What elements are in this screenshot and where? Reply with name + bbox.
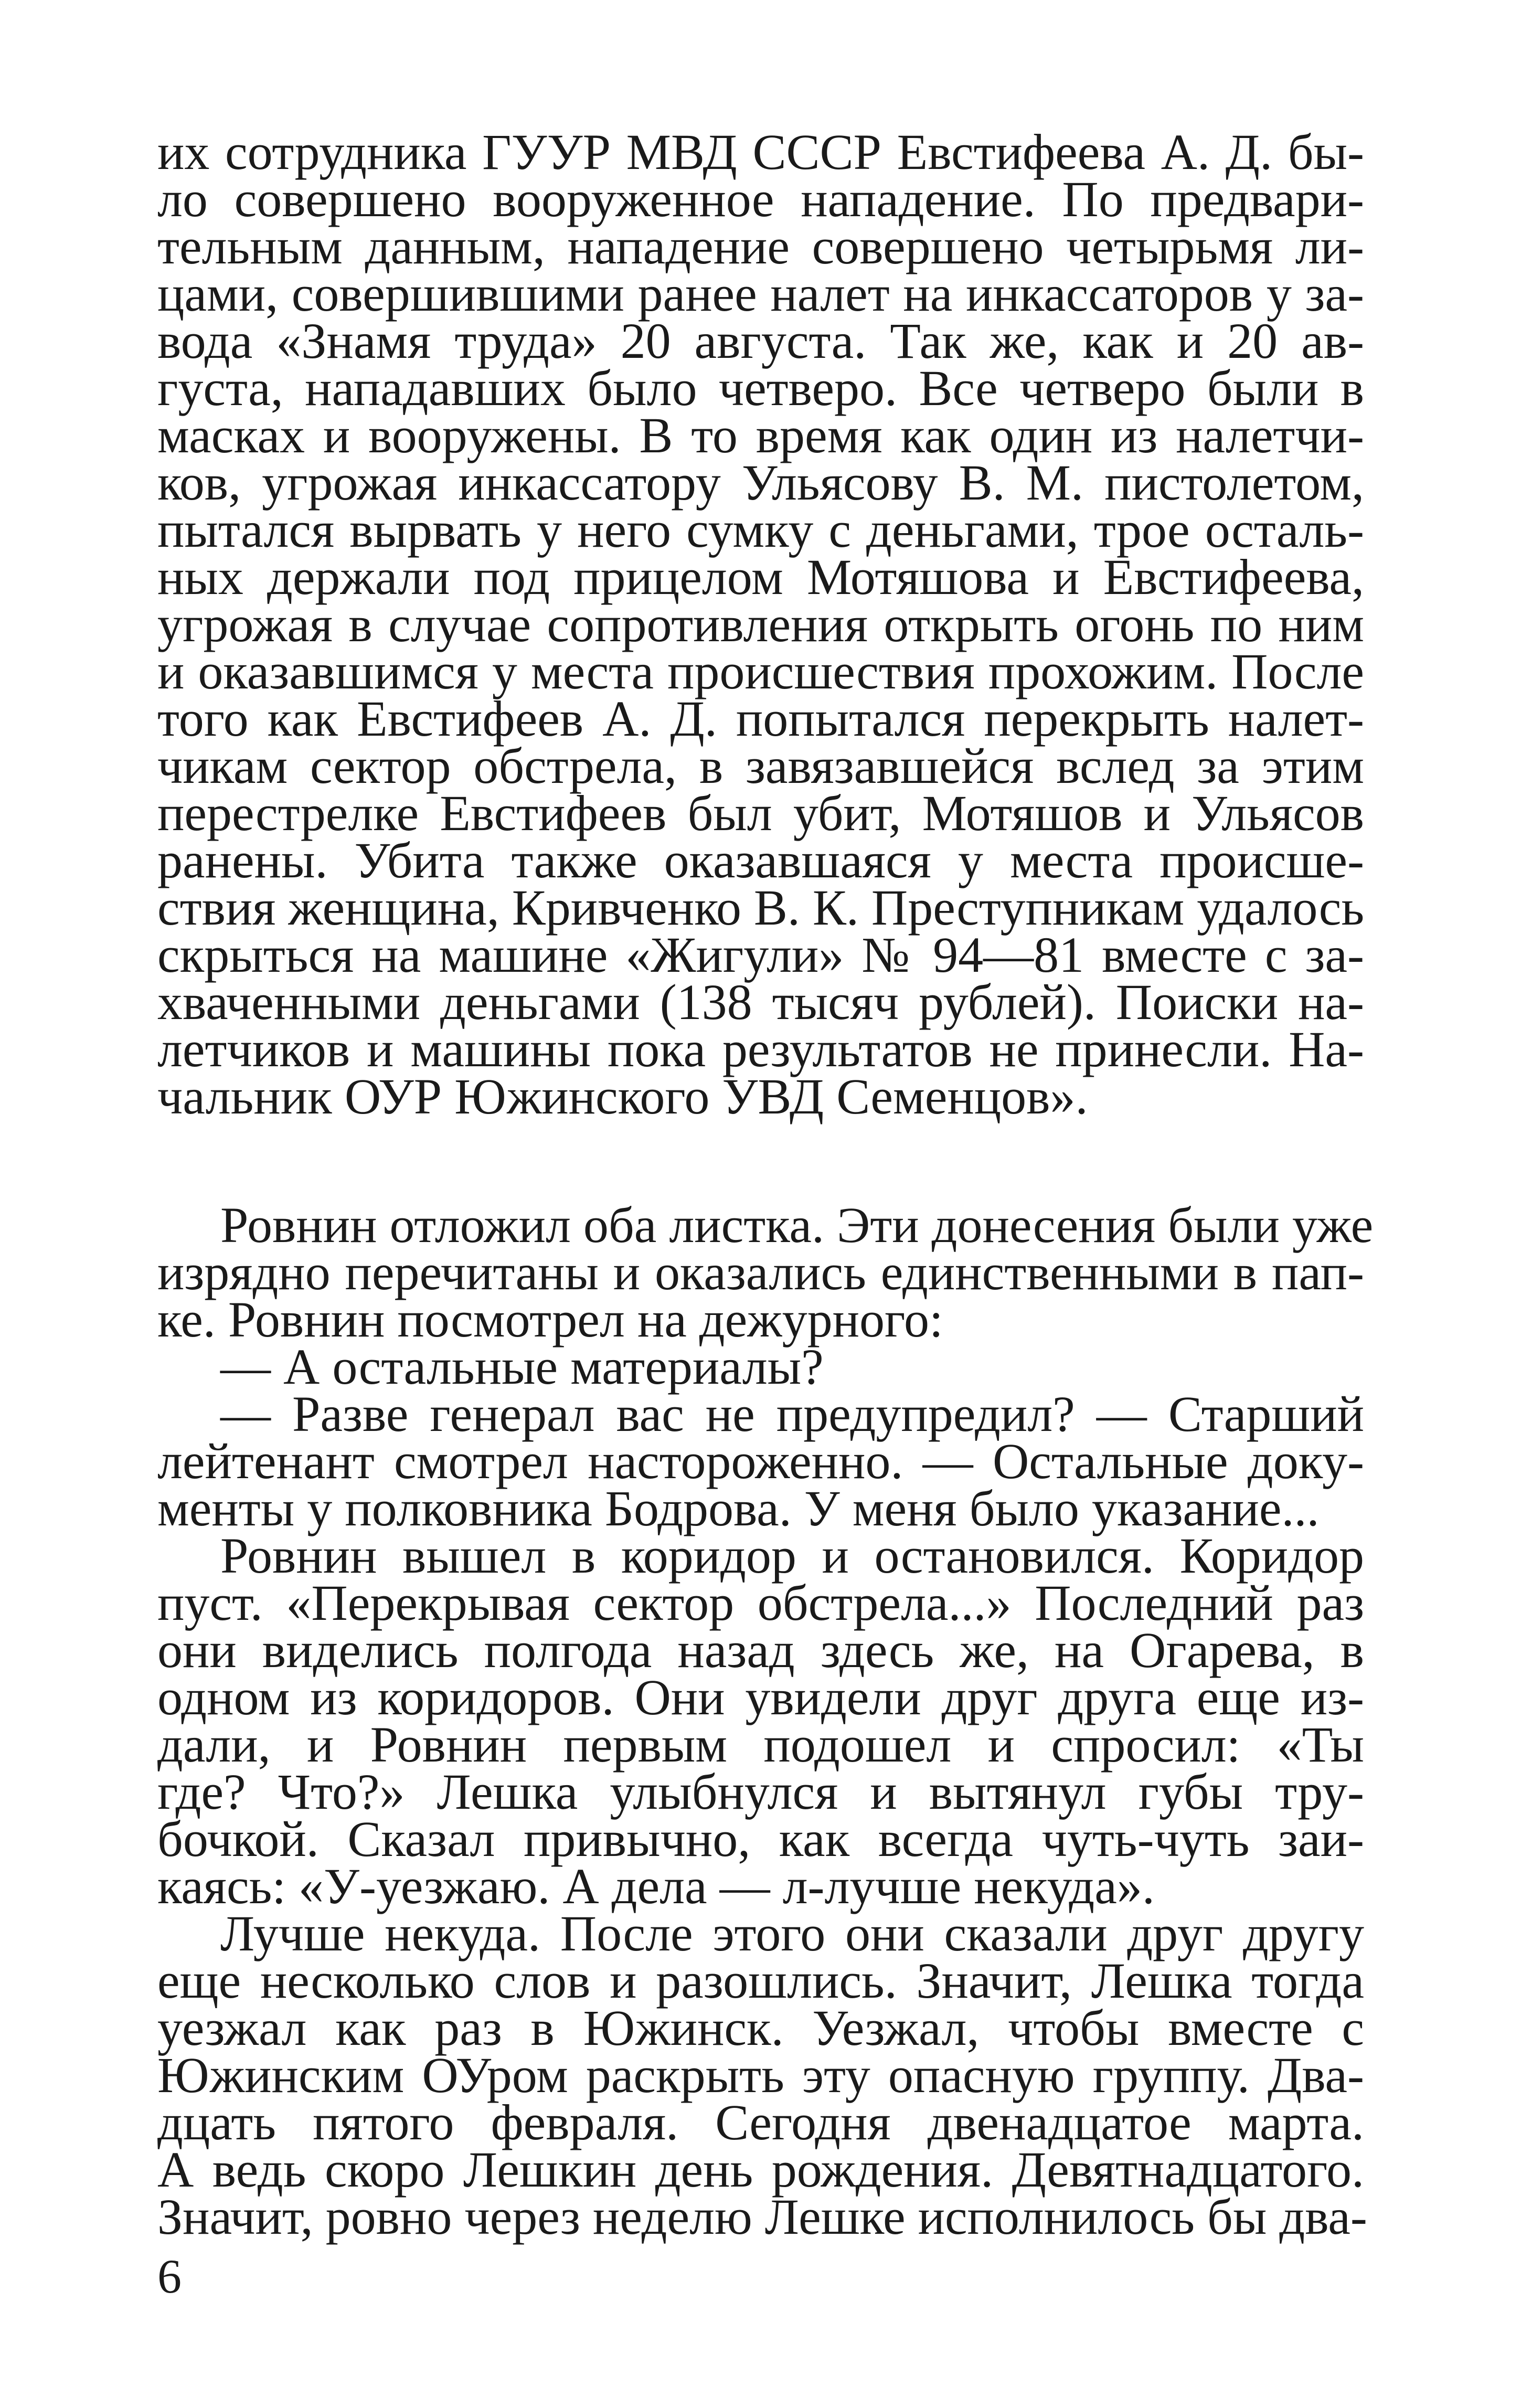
text-line: угрожая в случае сопротивления открыть огонь по ним [157,596,1364,652]
text-line: Лучше некуда. После этого они сказали друг другу [220,1905,1364,1961]
text-line: уезжал как раз в Южинск. Уезжал, чтобы вместе с [157,2000,1364,2056]
text-line: перестрелке Евстифеев был убит, Мотяшов и Ульясов [157,785,1364,841]
text-line: дцать пятого февраля. Сегодня двенадцатое марта. [157,2094,1364,2150]
text-line: скрыться на машине «Жигули» № 94—81 вместе с за- [157,927,1364,983]
text-line: Значит, ровно через неделю Лешке исполнилось бы два- [157,2189,1367,2245]
text-line: ствия женщина, Кривченко В. К. Преступникам удалось [157,879,1365,936]
text-line: Ровнин вышел в коридор и остановился. Коридор [220,1527,1364,1584]
text-line: цами, совершившими ранее налет на инкассаторов у за- [157,266,1364,322]
text-line: ке. Ровнин посмотрел на дежурного: [157,1291,943,1348]
text-line: ло совершено вооруженное нападение. По предвари- [157,171,1364,227]
text-line: одном из коридоров. Они увидели друг друга еще из- [157,1669,1364,1725]
text-line: Южинским ОУром раскрыть эту опасную группу. Два- [157,2047,1364,2103]
text-line: пытался вырвать у него сумку с деньгами, трое осталь- [157,502,1364,558]
text-line: А ведь скоро Лешкин день рождения. Девятнадцатого. [157,2141,1364,2198]
text-line: чальник ОУР Южинского УВД Семенцов». [157,1068,1088,1125]
text-line: бочкой. Сказал привычно, как всегда чуть-чуть заи- [157,1811,1364,1867]
text-line: вода «Знамя труда» 20 августа. Так же, как и 20 ав- [157,313,1364,369]
text-line: и оказавшимся у места происшествия прохожим. После [157,643,1364,699]
text-line: Ровнин отложил оба листка. Эти донесения были уже [220,1197,1374,1253]
text-line: летчиков и машины пока результатов не принесли. На- [157,1021,1364,1077]
text-line: они виделись полгода назад здесь же, на Огарева, в [157,1622,1364,1678]
text-line: дали, и Ровнин первым подошел и спросил: «Ты [157,1716,1364,1773]
text-line: густа, нападавших было четверо. Все четверо были в [157,360,1364,416]
text-line: менты у полковника Бодрова. У меня было указание... [157,1480,1320,1536]
page-number: 6 [157,2250,182,2303]
text-line: масках и вооружены. В то время как один из налетчи- [157,407,1364,463]
text-line: их сотрудника ГУУР МВД СССР Евстифеева А. Д. бы- [157,124,1364,180]
text-line: каясь: «У-уезжаю. А дела — л-лучше некуда». [157,1858,1155,1914]
text-line: чикам сектор обстрела, в завязавшейся вслед за этим [157,738,1364,794]
text-line: пуст. «Перекрывая сектор обстрела...» Последний раз [157,1575,1364,1631]
text-line: — Разве генерал вас не предупредил? — Старший [220,1386,1364,1442]
text-line: ков, угрожая инкассатору Ульясову В. М. пистолетом, [157,454,1364,511]
text-line: тельным данным, нападение совершено четырьмя ли- [157,218,1364,274]
text-line: хваченными деньгами (138 тысяч рублей). Поиски на- [157,974,1364,1030]
text-line: лейтенант смотрел настороженно. — Остальные доку- [157,1433,1364,1489]
text-line: еще несколько слов и разошлись. Значит, Лешка тогда [157,1953,1364,2009]
text-line: — А остальные материалы? [220,1339,824,1395]
text-line: ных держали под прицелом Мотяшова и Евстифеева, [157,549,1364,605]
text-line: ранены. Убита также оказавшаяся у места происше- [157,832,1364,888]
text-line: изрядно перечитаны и оказались единственными в пап- [157,1244,1364,1300]
text-line: где? Что?» Лешка улыбнулся и вытянул губы тру- [157,1764,1364,1820]
text-line: того как Евстифеев А. Д. попытался перекрыть налет- [157,691,1364,747]
